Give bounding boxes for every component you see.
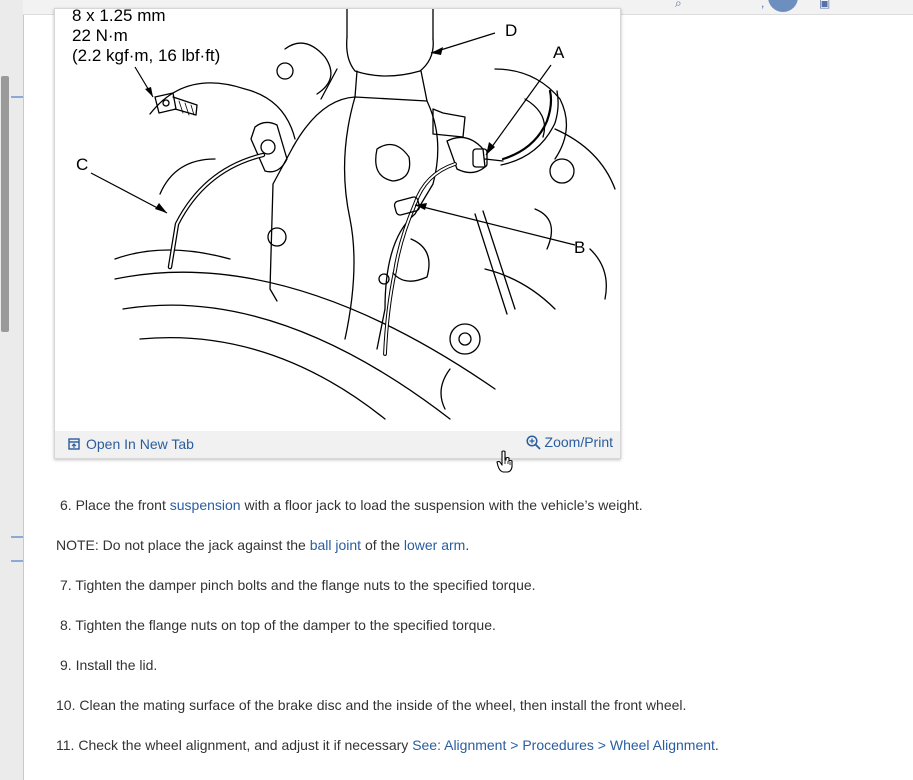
notification-icon[interactable]: ▣ (819, 0, 831, 10)
step-text: Clean the mating surface of the brake disc and the inside of the wheel, then install the front wheel. (79, 697, 687, 713)
step-paragraph (60, 495, 643, 515)
step-paragraph (56, 735, 719, 755)
step-paragraph (60, 575, 536, 595)
step-paragraph (60, 615, 496, 635)
suspension-diagram (55, 9, 620, 431)
step-number: 9. (60, 657, 72, 673)
spec-line-torque-nm: 22 N·m (72, 26, 128, 45)
step-text: Place the front (75, 497, 170, 513)
step-text: Check the wheel alignment, and adjust it if necessary (78, 737, 413, 753)
reference-link[interactable]: suspension (169, 497, 241, 513)
separator-icon: , (761, 0, 765, 10)
search-icon[interactable]: ⌕ (675, 0, 682, 10)
zoom-in-icon (526, 435, 541, 450)
spec-line-torque-alt: (2.2 kgf·m, 16 lbf·ft) (72, 46, 221, 65)
left-sidebar-gutter (0, 0, 24, 780)
step-paragraph (60, 655, 157, 675)
reference-link[interactable]: lower arm (403, 537, 466, 553)
note-paragraph (56, 535, 469, 555)
open-new-tab-icon (68, 438, 80, 450)
open-new-tab-link[interactable] (68, 436, 194, 452)
open-new-tab-label[interactable]: Open In New Tab (86, 436, 194, 452)
sidebar-scrollbar-thumb[interactable] (1, 76, 9, 332)
callout-b: B (574, 238, 586, 257)
sidebar-marker (11, 536, 23, 538)
step-text: of the (361, 537, 404, 553)
note-label: NOTE: (56, 537, 99, 553)
suspension-diagram-svg (55, 9, 620, 431)
step-number: 8. (60, 617, 72, 633)
reference-link[interactable]: ball joint (309, 537, 362, 553)
sidebar-marker (11, 560, 23, 562)
step-text: Tighten the flange nuts on top of the damper to the specified torque. (75, 617, 496, 633)
spec-line-thread: 8 x 1.25 mm (72, 9, 166, 25)
figure-card (54, 8, 621, 459)
step-text: . (714, 737, 719, 753)
sidebar-marker (11, 96, 23, 98)
avatar[interactable] (768, 0, 798, 12)
step-text: with a floor jack to load the suspension with the vehicle’s weight. (240, 497, 643, 513)
step-number: 10. (56, 697, 76, 713)
step-number: 7. (60, 577, 72, 593)
callout-c: C (76, 155, 89, 174)
zoom-print-link[interactable] (526, 434, 613, 450)
step-text: Do not place the jack against the (102, 537, 310, 553)
hand-cursor-icon (496, 450, 514, 479)
figure-toolbar (55, 431, 620, 458)
step-number: 11. (56, 737, 75, 753)
step-number: 6. (60, 497, 72, 513)
step-text: . (465, 537, 470, 553)
callout-a: A (553, 43, 565, 62)
step-text: Install the lid. (75, 657, 158, 673)
step-paragraph (56, 695, 686, 715)
callout-d: D (505, 21, 518, 40)
reference-link[interactable]: See: Alignment > Procedures > Wheel Alignment (412, 737, 715, 753)
zoom-print-label[interactable]: Zoom/Print (544, 434, 613, 450)
step-text: Tighten the damper pinch bolts and the flange nuts to the specified torque. (75, 577, 536, 593)
